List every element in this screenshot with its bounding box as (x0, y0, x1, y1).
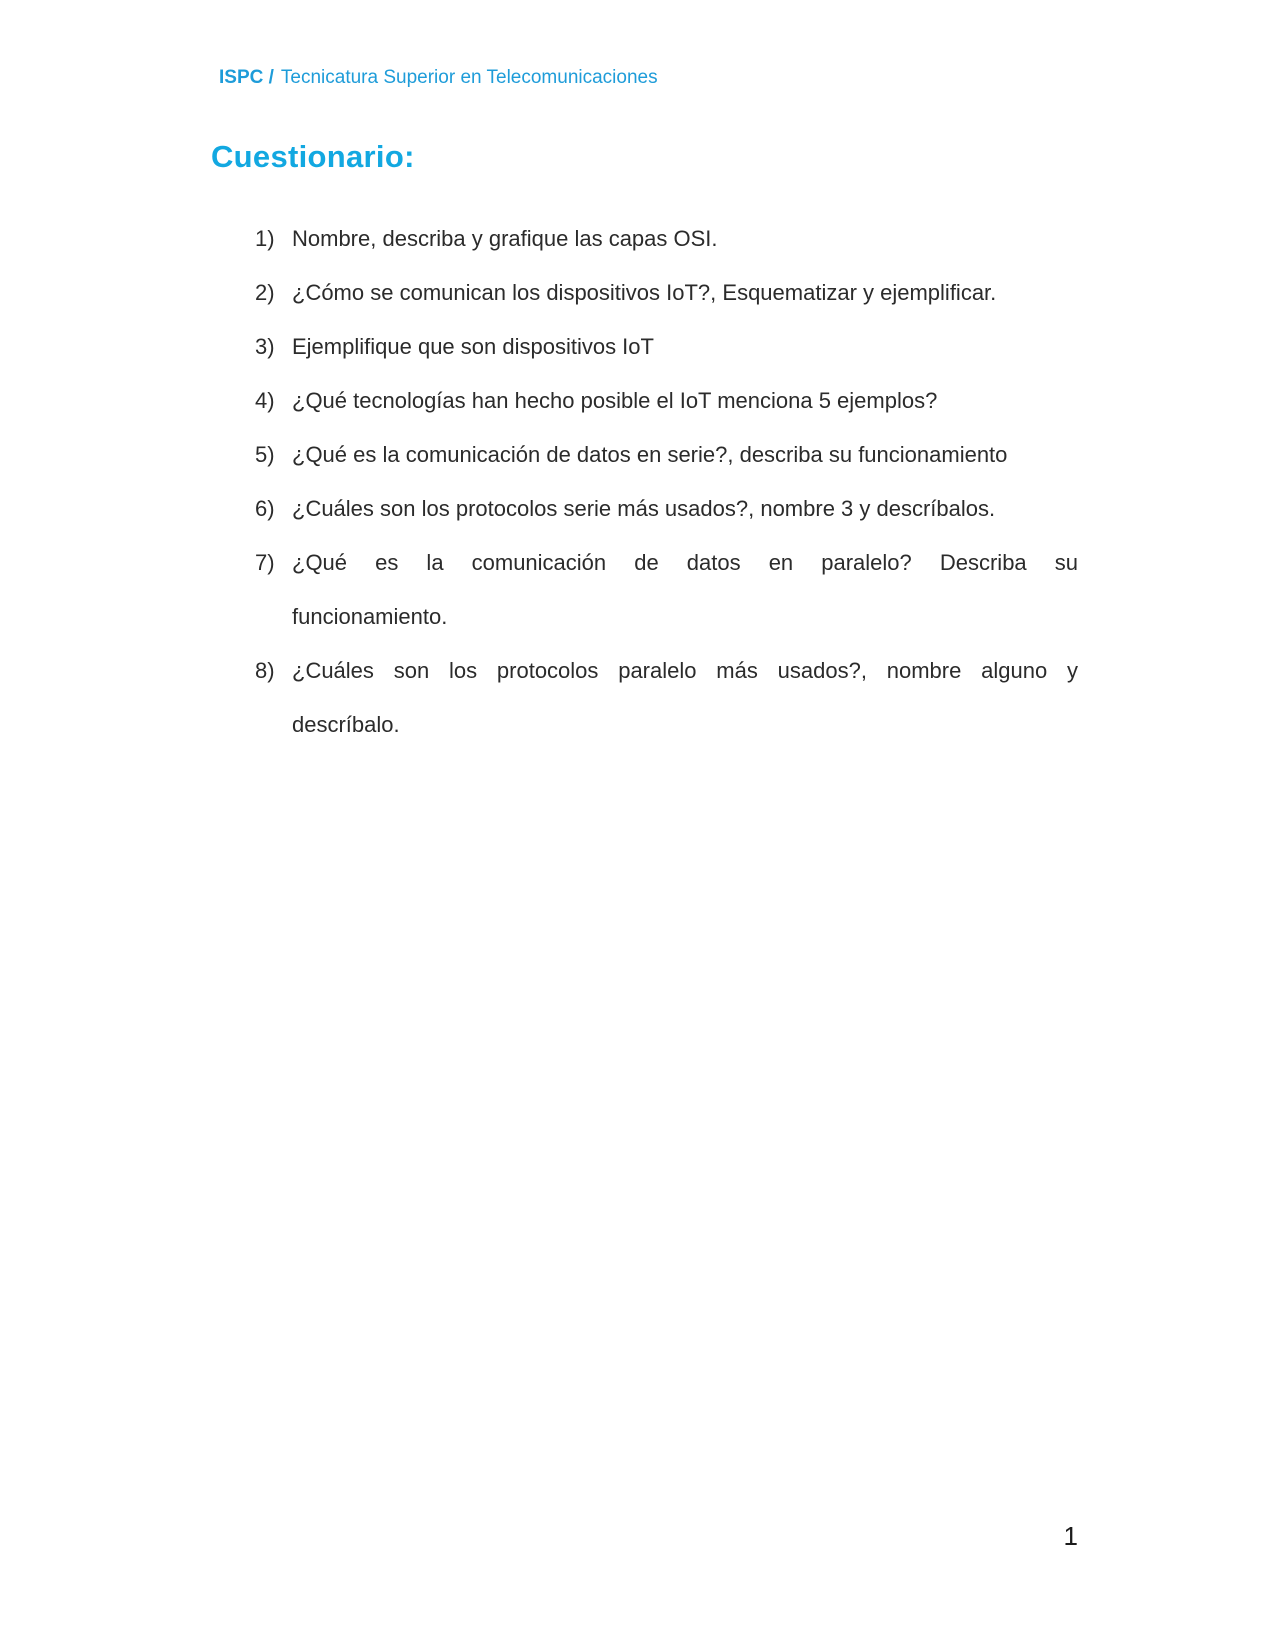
question-line: funcionamiento. (292, 604, 448, 629)
question-item (255, 428, 1078, 482)
question-number: 6) (255, 496, 275, 521)
question-line: ¿Cuáles son los protocolos paralelo más usados?, nombre alguno y (292, 658, 1078, 683)
question-item (255, 212, 1078, 266)
question-number: 7) (255, 550, 275, 575)
header-program: Tecnicatura Superior en Telecomunicaciones (280, 67, 658, 88)
question-item (255, 266, 1078, 320)
question-item (255, 536, 1078, 644)
page-title: Cuestionario: (211, 139, 415, 174)
question-item (255, 374, 1078, 428)
question-line: ¿Cuáles son los protocolos serie más usados?, nombre 3 y descríbalos. (292, 496, 996, 521)
question-item (255, 320, 1078, 374)
question-line: ¿Qué tecnologías han hecho posible el IoT menciona 5 ejemplos? (292, 388, 938, 413)
question-number: 5) (255, 442, 275, 467)
question-text (292, 428, 1078, 482)
question-line: ¿Qué es la comunicación de datos en serie?, describa su funcionamiento (292, 442, 1008, 467)
question-line: Ejemplifique que son dispositivos IoT (292, 334, 654, 359)
question-text (292, 482, 1078, 536)
question-line: ¿Qué es la comunicación de datos en paralelo? Describa su (292, 550, 1078, 575)
question-number: 2) (255, 280, 275, 305)
question-number: 1) (255, 226, 275, 251)
question-line: Nombre, describa y grafique las capas OSI. (292, 226, 718, 251)
question-text (292, 644, 1078, 752)
question-text (292, 212, 1078, 266)
question-line: descríbalo. (292, 712, 400, 737)
question-number: 3) (255, 334, 275, 359)
question-text (292, 266, 1078, 320)
question-text (292, 536, 1078, 644)
question-line: ¿Cómo se comunican los dispositivos IoT?, Esquematizar y ejemplificar. (292, 280, 997, 305)
question-number: 4) (255, 388, 275, 413)
question-number: 8) (255, 658, 275, 683)
question-list (255, 212, 1078, 752)
question-text (292, 320, 1078, 374)
page-header (219, 66, 658, 90)
question-item (255, 644, 1078, 752)
question-item (255, 482, 1078, 536)
question-text (292, 374, 1078, 428)
header-brand: ISPC / (219, 67, 274, 88)
page-number: 1 (1063, 1521, 1078, 1551)
